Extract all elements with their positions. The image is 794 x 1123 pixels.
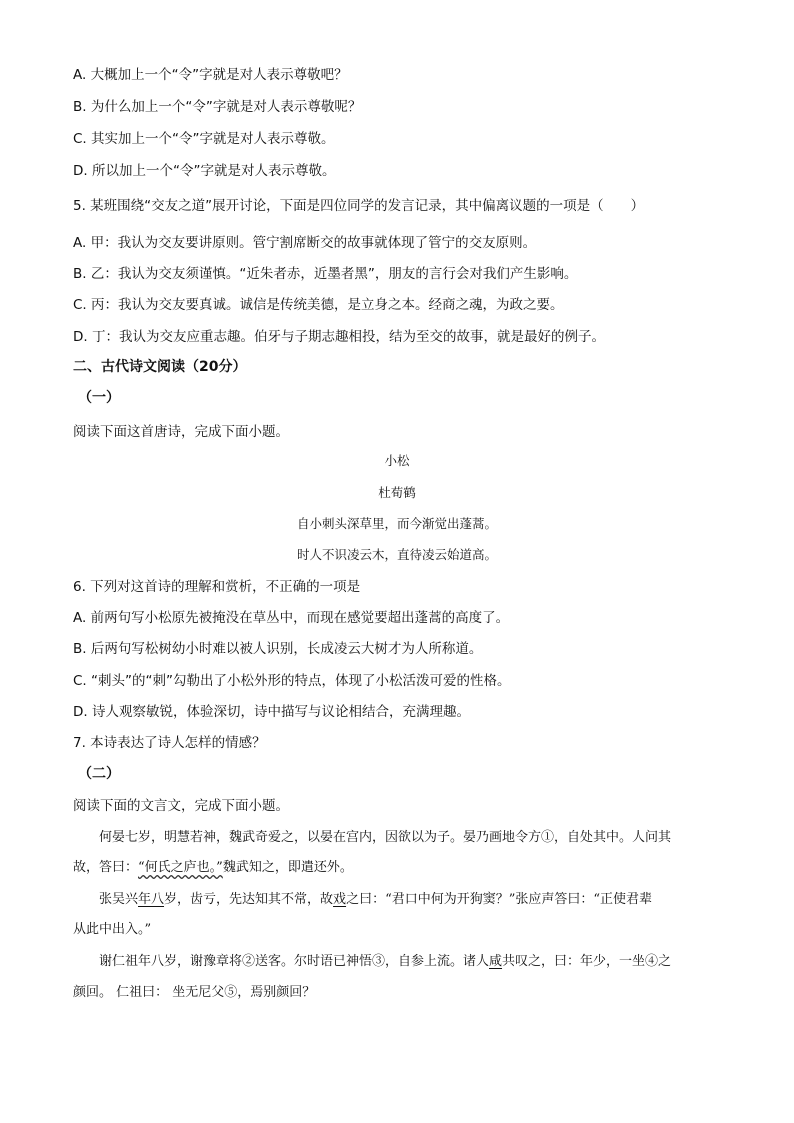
- poem-line-2: 时人不识凌云木，直待凌云始道高。: [296, 547, 497, 562]
- part2-label: （二）: [78, 766, 120, 782]
- poem-line-1: 自小刺头深草里，而今渐觉出蓬蒿。: [296, 516, 497, 531]
- passage3-line1: [99, 953, 671, 971]
- q5-option-d: D. 丁：我认为交友应重志趣。伯牙与子期志趣相投，结为至交的故事，就是最好的例子。: [73, 329, 605, 345]
- poem-title: 小松: [384, 453, 410, 468]
- q5-option-c: C. 丙：我认为交友要真诚。诚信是传统美德，是立身之本。经商之魂，为政之要。: [73, 297, 564, 313]
- text-segment: 张吴兴: [99, 892, 139, 907]
- passage2-line2: 从此中出入。”: [73, 922, 152, 937]
- underlined-word: 戏: [333, 892, 347, 907]
- q4-option-c: C. 其实加上一个“令”字就是对人表示尊敬。: [73, 131, 335, 147]
- text-segment: 魏武知之，即遣还外。: [222, 860, 353, 875]
- q4-option-b: B. 为什么加上一个“令”字就是对人表示尊敬呢？: [73, 99, 362, 115]
- text-segment: 之曰：“君口中何为开狗窦？”张应声答曰：“正使君辈: [346, 892, 653, 907]
- underlined-word: 年八: [138, 892, 165, 907]
- section2-title: 二、古代诗文阅读（20分）: [73, 359, 247, 375]
- poem-author: 杜荀鹤: [378, 485, 416, 500]
- q5-option-b: B. 乙：我认为交友须谨慎。“近朱者赤，近墨者黑”，朋友的言行会对我们产生影响。: [73, 266, 578, 282]
- passage1-line2: [73, 859, 353, 877]
- part1-label: （一）: [78, 390, 120, 406]
- underlined-word: 咸: [489, 954, 503, 969]
- q5-stem: 5. 某班围绕“交友之道”展开讨论，下面是四位同学的发言记录，其中偏离议题的一项是（ ）: [73, 198, 645, 214]
- q4-option-a: A. 大概加上一个“令”字就是对人表示尊敬吧？: [73, 67, 348, 83]
- passage3-line2: 颜回。 仁祖曰： 坐无尼父⑤，焉别颜回？: [73, 985, 316, 1000]
- q6-option-a: A. 前两句写小松原先被掩没在草丛中，而现在感觉要超出蓬蒿的高度了。: [73, 610, 510, 626]
- wavy-underlined-quote: “何氏之庐也。”: [138, 860, 223, 875]
- part1-instruction: 阅读下面这首唐诗，完成下面小题。: [73, 424, 289, 440]
- passage1-line1: 何晏七岁，明慧若神，魏武奇爱之，以晏在宫内，因欲以为子。晏乃画地令方①，自处其中。人问其: [99, 830, 672, 845]
- text-segment: 岁，齿亏，先达知其不常，故: [164, 892, 334, 907]
- text-segment: 故，答曰：: [73, 860, 139, 875]
- text-segment: 谢仁祖年八岁，谢豫章将②送客。尔时语已神悟③，自参上流。诸人: [99, 954, 490, 969]
- passage2-line1: [99, 891, 652, 909]
- q6-option-c: C. “刺头”的“刺”勾勒出了小松外形的特点，体现了小松活泼可爱的性格。: [73, 673, 511, 689]
- q6-option-d: D. 诗人观察敏锐，体验深切，诗中描写与议论相结合，充满理趣。: [73, 704, 470, 720]
- text-segment: 共叹之，曰：年少，一坐④之: [502, 954, 672, 969]
- q4-option-d: D. 所以加上一个“令”字就是对人表示尊敬。: [73, 163, 336, 179]
- q6-stem: 6. 下列对这首诗的理解和赏析，不正确的一项是: [73, 579, 361, 595]
- q6-option-b: B. 后两句写松树幼小时难以被人识别，长成凌云大树才为人所称道。: [73, 641, 483, 657]
- part2-instruction: 阅读下面的文言文，完成下面小题。: [73, 798, 289, 814]
- q7-stem: 7. 本诗表达了诗人怎样的情感？: [73, 735, 266, 751]
- q5-option-a: A. 甲：我认为交友要讲原则。管宁割席断交的故事就体现了管宁的交友原则。: [73, 235, 537, 251]
